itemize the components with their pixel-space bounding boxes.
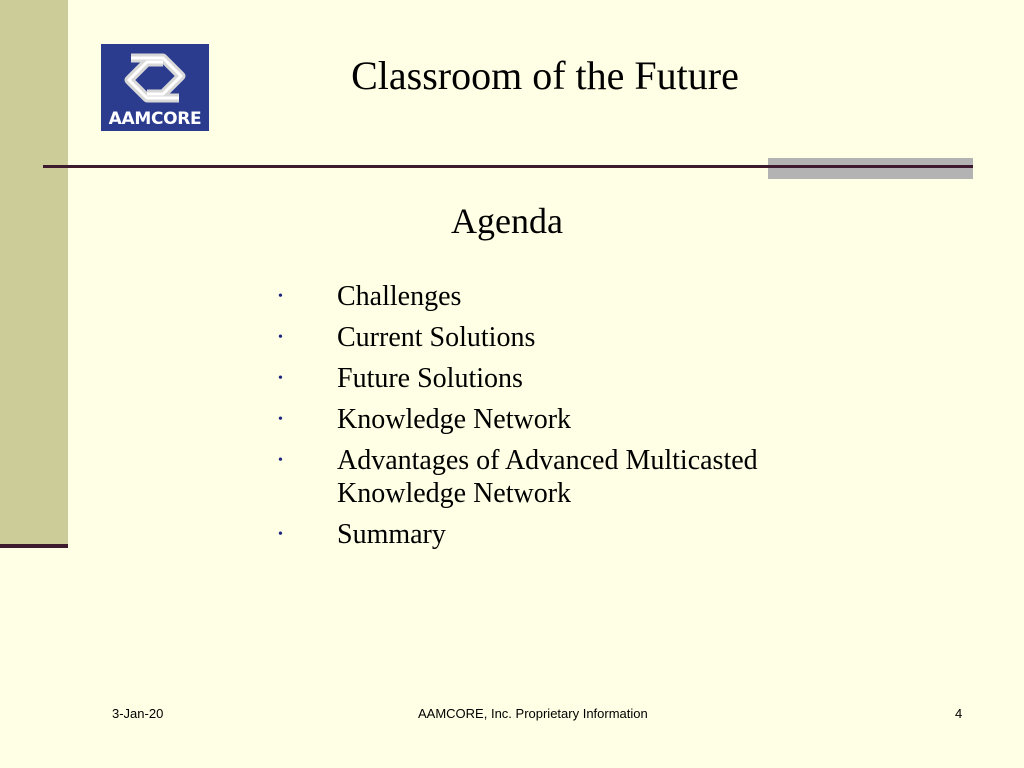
agenda-list — [270, 280, 890, 559]
agenda-item — [270, 403, 890, 436]
agenda-item — [270, 321, 890, 354]
bullet-icon: • — [278, 412, 283, 427]
bullet-icon: • — [278, 527, 283, 542]
agenda-heading: Agenda — [451, 201, 563, 241]
bullet-icon: • — [278, 330, 283, 345]
agenda-item-label: Summary — [337, 519, 446, 550]
agenda-item-label: Knowledge Network — [337, 404, 572, 435]
footer-proprietary-notice: AAMCORE, Inc. Proprietary Information — [418, 706, 648, 721]
bullet-icon: • — [278, 289, 283, 304]
bullet-icon: • — [278, 371, 283, 386]
bullet-icon: • — [278, 453, 283, 468]
agenda-item — [270, 518, 890, 551]
slide-title: Classroom of the Future — [351, 53, 739, 98]
left-bar-underline — [0, 544, 68, 548]
logo-text: AAMCORE — [108, 109, 202, 129]
agenda-item — [270, 280, 890, 313]
agenda-item-label: Current Solutions — [337, 322, 536, 353]
agenda-item-label: Advantages of Advanced Multicasted Knowledge Network — [337, 445, 758, 509]
left-decorative-bar — [0, 0, 68, 546]
title-rule-accent-line — [768, 165, 973, 168]
agenda-item — [270, 362, 890, 395]
footer-page-number: 4 — [955, 706, 963, 721]
footer-date: 3-Jan-20 — [112, 706, 164, 721]
company-logo — [101, 44, 209, 131]
title-rule-accent — [768, 158, 973, 179]
agenda-item-label: Challenges — [337, 281, 462, 312]
logo-emblem-icon — [101, 44, 209, 112]
agenda-item — [270, 444, 890, 510]
agenda-item-label: Future Solutions — [337, 363, 523, 394]
